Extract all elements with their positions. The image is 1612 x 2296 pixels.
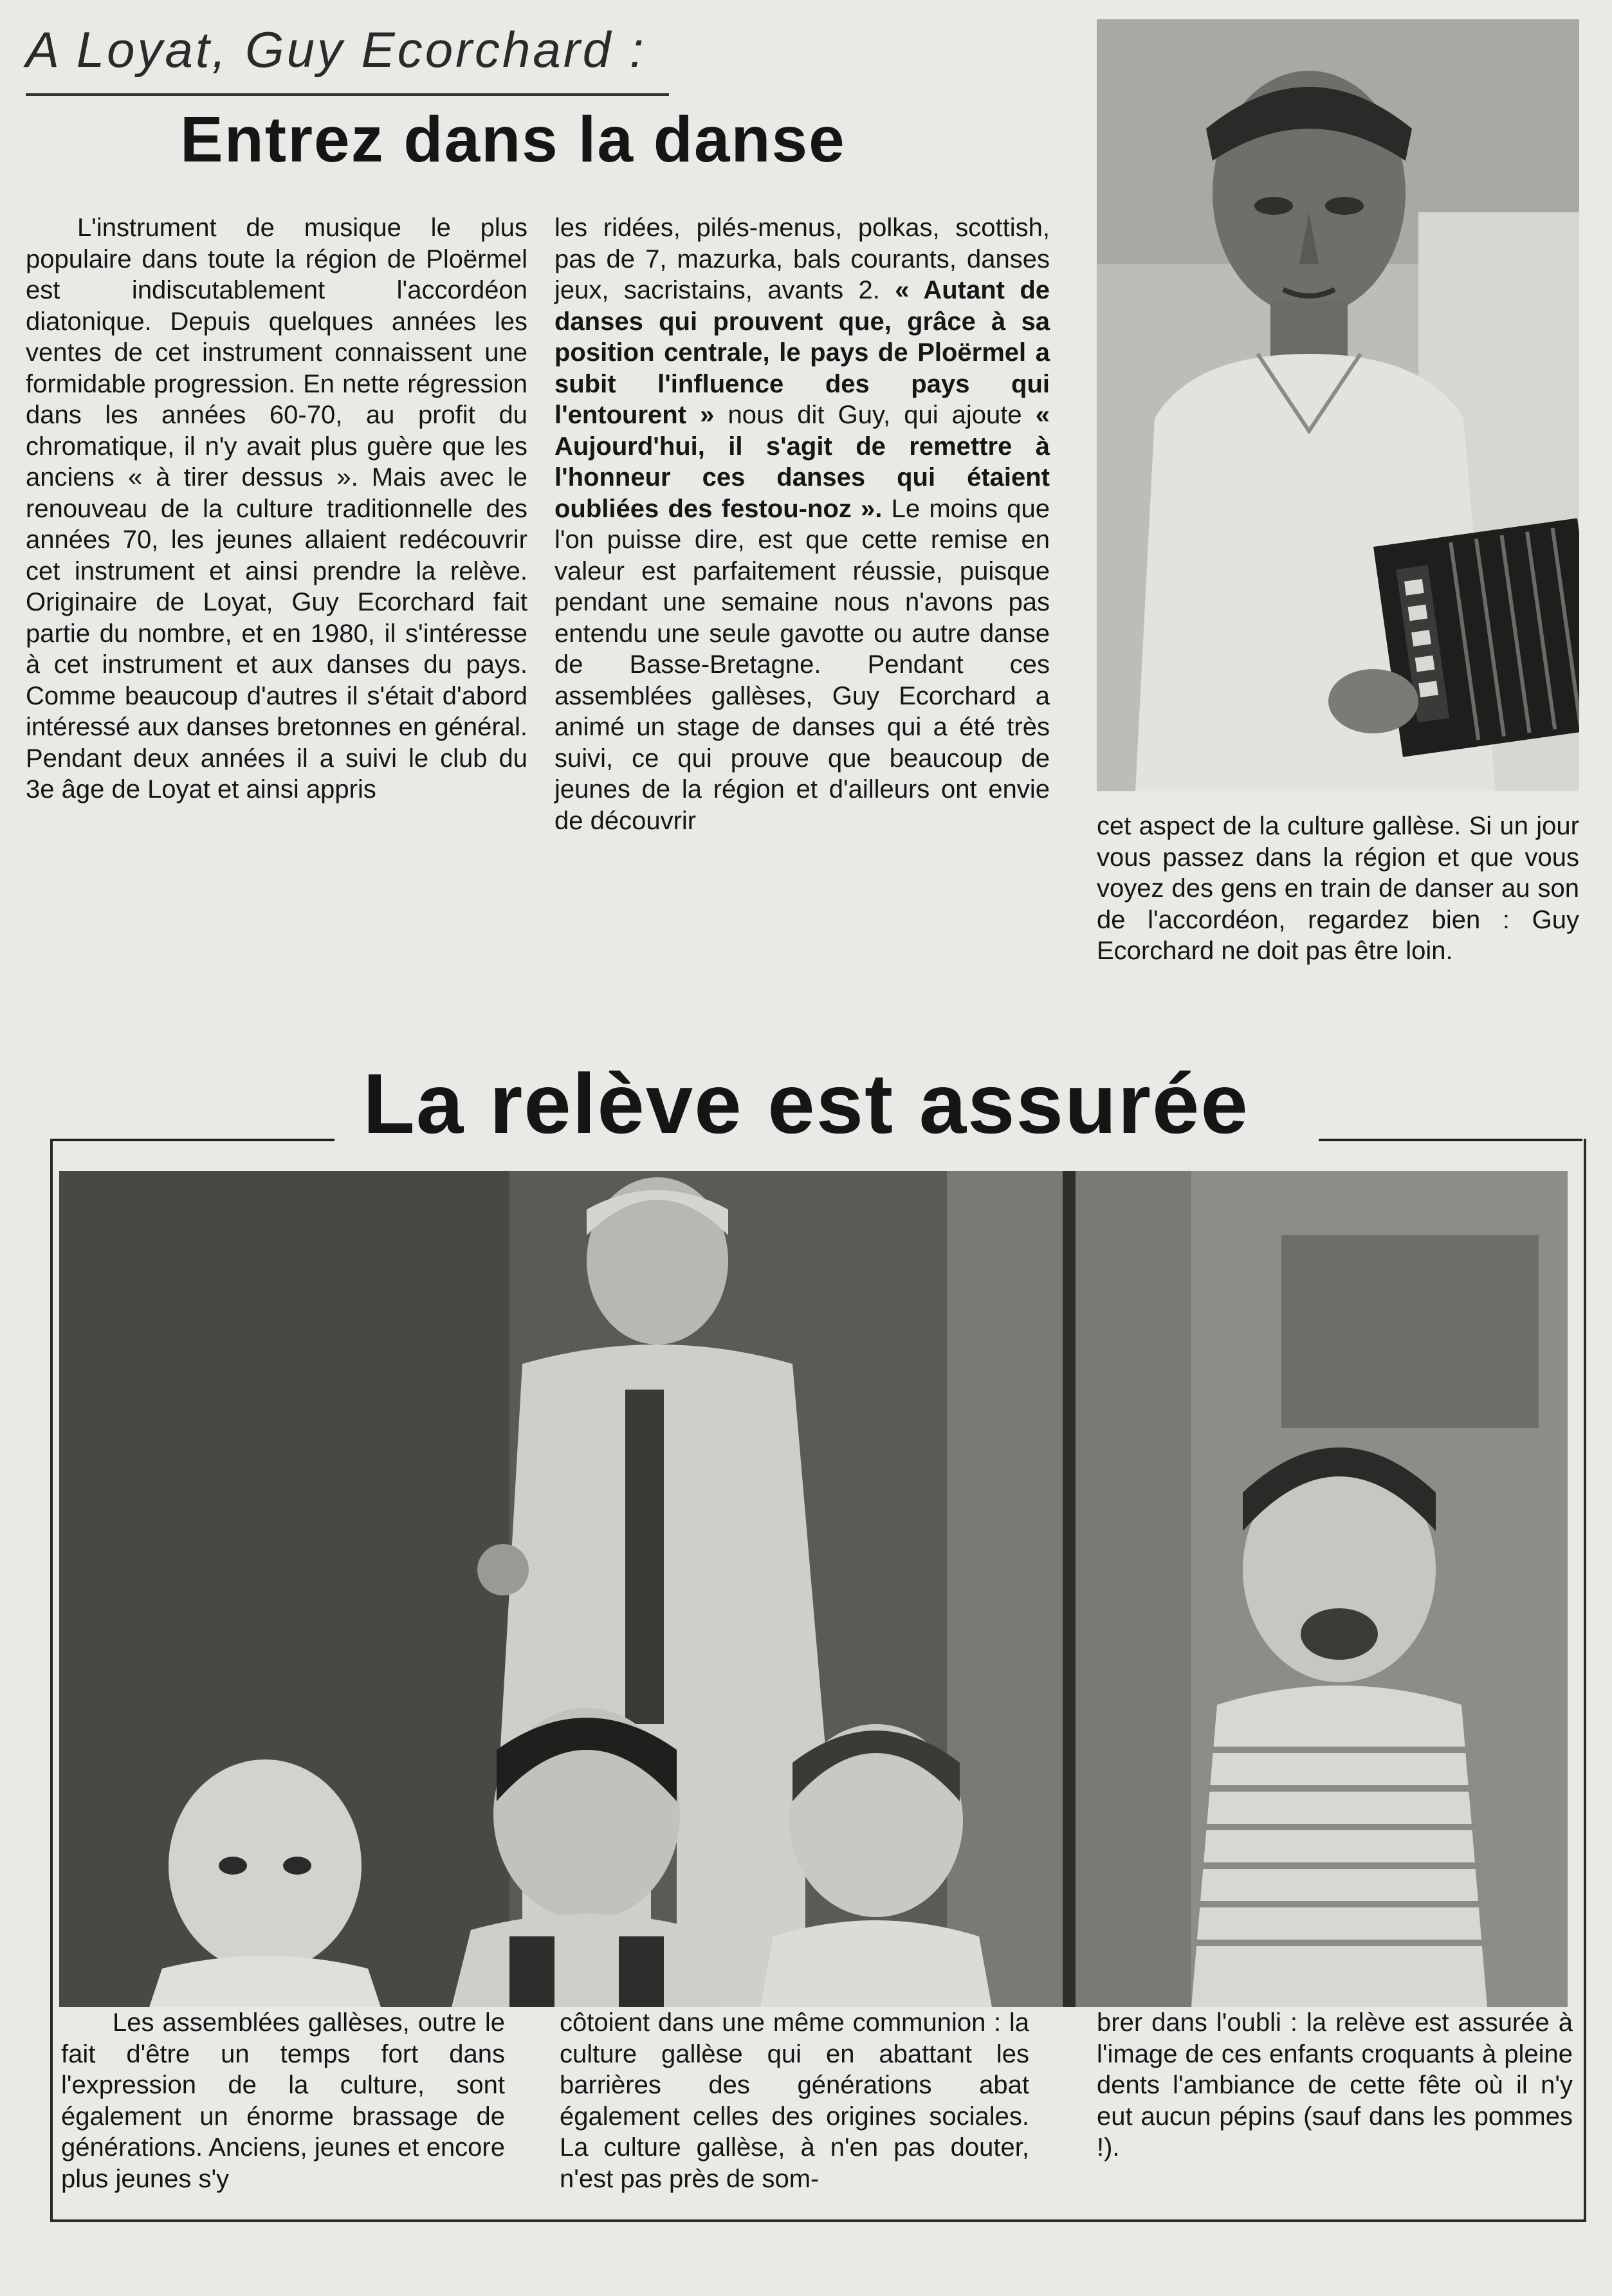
article1-col2-text-a: les ridées, pilés-menus, polkas, scottish, pas de 7, mazurka, bals courants, danses jeux, sacristains, avants 2. xyxy=(554,214,1050,304)
article2-col1-text: Les assemblées gallèses, outre le fait d'être un temps fort dans l'expression de la culture, sont également un énorme brassage de générations. Anciens, jeunes et encore plus jeunes s'y xyxy=(61,2008,505,2193)
article1-kicker: A Loyat, Guy Ecorchard : xyxy=(26,21,646,78)
article1-col2-text-b: nous dit Guy, qui ajoute xyxy=(714,401,1036,429)
article1-headline: Entrez dans la danse xyxy=(180,104,846,176)
article1-col1-text: L'instrument de musique le plus populaire dans toute la région de Ploërmel est indiscutablement l'accordéon diatonique. Depuis quelques années les ventes de cet instrument connaissent une formidable progression. En nette régression dans les années 60-70, au profit du chromatique, il n'y avait plus guère que les anciens « à tirer dessus ». Mais avec le renouveau de la culture traditionnelle des années 70, les jeunes allaient redécouvrir cet instrument et ainsi prendre la relève. Originaire de Loyat, Guy Ecorchard fait partie du nombre, et en 1980, il s'intéresse à cet instrument et aux danses du pays. Comme beaucoup d'autres il s'était d'abord intéressé aux danses bretonnes en général. Pendant deux années il a suivi le club du 3e âge de Loyat et ainsi appris xyxy=(26,214,527,804)
article1-col2-paragraph xyxy=(554,212,1050,836)
article1-col3-text: cet aspect de la culture gallèse. Si un jour vous passez dans la région et que vous voyez des gens en train de danser au son de l'accordéon, regardez bien : Guy Ecorchard ne doit pas être loin. xyxy=(1097,812,1579,965)
article2-col2-text: côtoient dans une même communion : la culture gallèse qui en abattant les barrières des générations abat également celles des origines sociales. La culture gallèse, à n'en pas douter, n'est pas près de som- xyxy=(560,2008,1029,2193)
article2-column-1 xyxy=(61,2007,505,2194)
article2-headline: La relève est assurée xyxy=(363,1056,1249,1151)
article2-col3-text: brer dans l'oubli : la relève est assurée à l'image de ces enfants croquants à pleine dents l'ambiance de cette fête où il n'y eut aucun pépins (sauf dans les pommes !). xyxy=(1097,2008,1573,2162)
article1-column-1 xyxy=(26,212,527,805)
article1-column-2 xyxy=(554,212,1050,836)
children-group-photo xyxy=(59,1171,1568,2007)
article1-col2-text-c: Le moins que l'on puisse dire, est que cette remise en valeur est parfaitement réussie, puisque pendant une semaine nous n'avons pas entendu une seule gavotte ou autre danse de Basse-Bretagne. Pendant ces assemblées gallèses, Guy Ecorchard a animé un stage de danses qui a été très suivi, ce qui prouve que beaucoup de jeunes de la région et d'ailleurs ont envie de découvrir xyxy=(554,494,1050,835)
children-photo-graphic xyxy=(59,1171,1568,2007)
article2-column-2 xyxy=(560,2007,1029,2194)
article2-column-3 xyxy=(1097,2007,1573,2163)
article1-quote-2: « Aujourd'hui, il s'agit de remettre à l'honneur ces danses qui étaient oubliées des festou-noz ». xyxy=(554,401,1050,523)
portrait-photo-graphic xyxy=(1097,19,1579,791)
article1-column-3 xyxy=(1097,811,1579,967)
portrait-photo-accordionist xyxy=(1097,19,1579,791)
article1-quote-1: « Autant de danses qui prouvent que, grâce à sa position centrale, le pays de Ploërmel a subit l'influence des pays qui l'entourent » xyxy=(554,276,1050,429)
kicker-underline xyxy=(26,93,669,96)
